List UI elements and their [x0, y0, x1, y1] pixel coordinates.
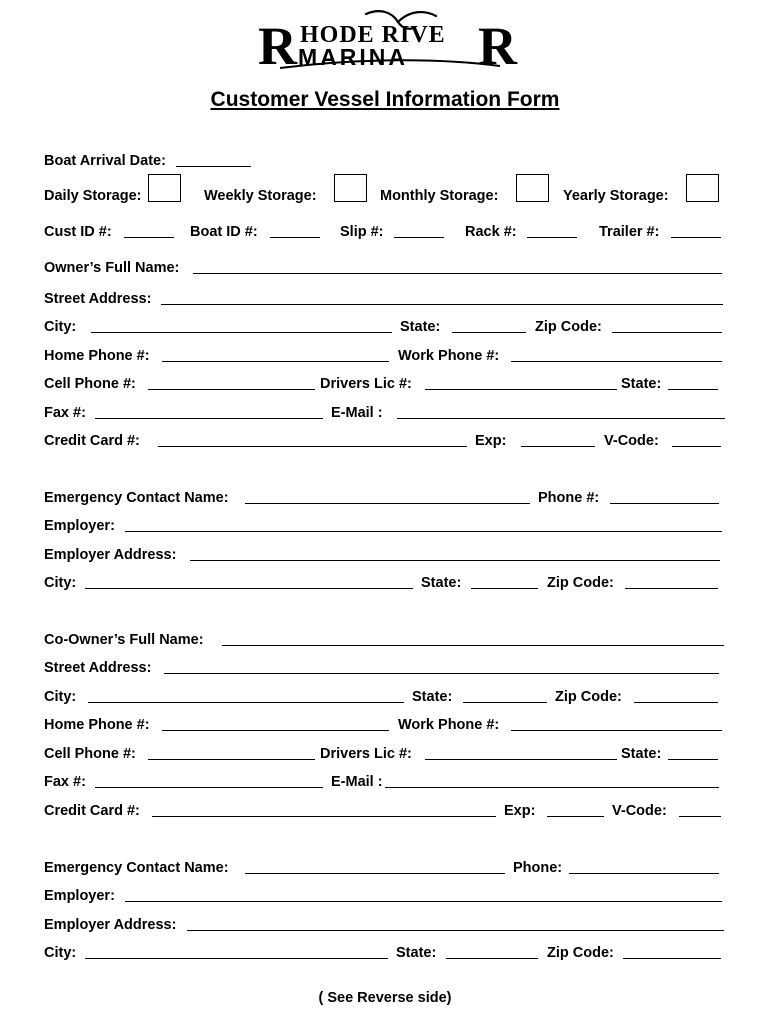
emergency2-phone-field[interactable] [569, 873, 719, 874]
owner-fax-field[interactable] [95, 418, 323, 419]
emergency2-city-label: City: [44, 945, 77, 961]
coowner-name-row [44, 630, 724, 650]
owner-drivers-lic-field[interactable] [425, 389, 617, 390]
emergency1-phone-label: Phone #: [538, 490, 600, 506]
emergency1-name-field[interactable] [245, 503, 530, 504]
form-title: Customer Vessel Information Form [210, 88, 560, 111]
owner-street-field[interactable] [161, 304, 723, 305]
emergency1-employer-row [44, 516, 724, 536]
owner-phone-row [44, 346, 724, 366]
owner-state-field[interactable] [452, 332, 526, 333]
weekly-storage-label: Weekly Storage: [204, 188, 317, 204]
owner-city-field[interactable] [91, 332, 392, 333]
coowner-cell-row [44, 744, 724, 764]
emergency2-city-field[interactable] [85, 958, 388, 959]
emergency1-state-field[interactable] [471, 588, 538, 589]
owner-email-label: E-Mail : [331, 405, 383, 421]
coowner-city-label: City: [44, 689, 77, 705]
coowner-cell-phone-label: Cell Phone #: [44, 746, 136, 762]
emergency2-state-field[interactable] [446, 958, 538, 959]
coowner-zip-field[interactable] [634, 702, 718, 703]
owner-drivers-lic-label: Drivers Lic #: [320, 376, 412, 392]
daily-storage-checkbox[interactable] [148, 174, 181, 202]
emergency1-city-label: City: [44, 575, 77, 591]
rack-label: Rack #: [465, 224, 517, 240]
coowner-zip-label: Zip Code: [555, 689, 622, 705]
weekly-storage-checkbox[interactable] [334, 174, 367, 202]
coowner-vcode-label: V-Code: [612, 803, 667, 819]
owner-home-phone-field[interactable] [162, 361, 389, 362]
emergency1-address-row [44, 545, 724, 565]
coowner-credit-card-field[interactable] [152, 816, 496, 817]
owner-credit-card-field[interactable] [158, 446, 467, 447]
coowner-city-field[interactable] [88, 702, 404, 703]
emergency1-city-field[interactable] [85, 588, 413, 589]
logo-bottom-text: MARINA [298, 44, 408, 70]
emergency2-employer-field[interactable] [125, 901, 722, 902]
owner-fax-row [44, 403, 724, 423]
coowner-drivers-lic-label: Drivers Lic #: [320, 746, 412, 762]
trailer-label: Trailer #: [599, 224, 660, 240]
owner-cell-phone-field[interactable] [148, 389, 315, 390]
owner-lic-state-field[interactable] [668, 389, 718, 390]
coowner-street-field[interactable] [164, 673, 719, 674]
emergency2-city-row [44, 943, 724, 963]
coowner-home-phone-field[interactable] [162, 730, 389, 731]
owner-state-label: State: [400, 319, 441, 335]
owner-full-name-field[interactable] [193, 273, 722, 274]
coowner-exp-field[interactable] [547, 816, 604, 817]
daily-storage-label: Daily Storage: [44, 188, 142, 204]
coowner-work-phone-field[interactable] [511, 730, 722, 731]
coowner-fax-row [44, 772, 724, 792]
emergency2-name-row [44, 858, 724, 878]
owner-zip-label: Zip Code: [535, 319, 602, 335]
logo-top-text: HODE RIVE [300, 22, 446, 48]
coowner-vcode-field[interactable] [679, 816, 721, 817]
coowner-city-row [44, 687, 724, 707]
boat-id-field[interactable] [270, 237, 320, 238]
arrival-row [44, 151, 724, 171]
coowner-work-phone-label: Work Phone #: [398, 717, 500, 733]
storage-row [44, 186, 724, 206]
emergency2-name-field[interactable] [245, 873, 505, 874]
emergency2-state-label: State: [396, 945, 437, 961]
emergency2-zip-field[interactable] [623, 958, 721, 959]
logo-initial-left: R [258, 16, 297, 74]
coowner-drivers-lic-field[interactable] [425, 759, 617, 760]
owner-work-phone-field[interactable] [511, 361, 722, 362]
emergency1-name-label: Emergency Contact Name: [44, 490, 229, 506]
owner-exp-field[interactable] [521, 446, 595, 447]
owner-street-label: Street Address: [44, 291, 152, 307]
owner-vcode-label: V-Code: [604, 433, 659, 449]
coowner-card-row [44, 801, 724, 821]
coowner-fax-label: Fax #: [44, 774, 86, 790]
logo-initial-right: R [478, 16, 517, 74]
emergency1-city-row [44, 573, 724, 593]
emergency2-employer-address-label: Employer Address: [44, 917, 177, 933]
emergency1-state-label: State: [421, 575, 462, 591]
coowner-full-name-label: Co-Owner’s Full Name: [44, 632, 204, 648]
emergency2-employer-label: Employer: [44, 888, 115, 904]
owner-cell-row [44, 374, 724, 394]
emergency2-employer-address-field[interactable] [187, 930, 724, 931]
owner-full-name-label: Owner’s Full Name: [44, 260, 180, 276]
emergency1-zip-field[interactable] [625, 588, 718, 589]
ids-row [44, 222, 724, 242]
owner-credit-card-label: Credit Card #: [44, 433, 140, 449]
coowner-cell-phone-field[interactable] [148, 759, 315, 760]
coowner-email-field[interactable] [385, 787, 719, 788]
owner-city-row [44, 317, 724, 337]
coowner-credit-card-label: Credit Card #: [44, 803, 140, 819]
coowner-lic-state-label: State: [621, 746, 662, 762]
rack-field[interactable] [527, 237, 577, 238]
owner-email-field[interactable] [397, 418, 725, 419]
owner-work-phone-label: Work Phone #: [398, 348, 500, 364]
owner-zip-field[interactable] [612, 332, 722, 333]
boat-id-label: Boat ID #: [190, 224, 258, 240]
cust-id-field[interactable] [124, 237, 174, 238]
rhode-river-marina-logo [0, 4, 770, 74]
emergency2-employer-row [44, 886, 724, 906]
emergency1-name-row [44, 488, 724, 508]
coowner-fax-field[interactable] [95, 787, 323, 788]
owner-card-row [44, 431, 724, 451]
slip-label: Slip #: [340, 224, 384, 240]
coowner-full-name-field[interactable] [222, 645, 724, 646]
coowner-street-label: Street Address: [44, 660, 152, 676]
monthly-storage-checkbox[interactable] [516, 174, 549, 202]
owner-cell-phone-label: Cell Phone #: [44, 376, 136, 392]
owner-lic-state-label: State: [621, 376, 662, 392]
owner-name-row [44, 258, 724, 278]
emergency1-zip-label: Zip Code: [547, 575, 614, 591]
owner-vcode-field[interactable] [672, 446, 721, 447]
emergency1-employer-address-label: Employer Address: [44, 547, 177, 563]
owner-fax-label: Fax #: [44, 405, 86, 421]
coowner-lic-state-field[interactable] [668, 759, 718, 760]
trailer-field[interactable] [671, 237, 721, 238]
emergency1-employer-label: Employer: [44, 518, 115, 534]
coowner-exp-label: Exp: [504, 803, 536, 819]
boat-arrival-date-label: Boat Arrival Date: [44, 153, 166, 169]
coowner-street-row [44, 658, 724, 678]
slip-field[interactable] [394, 237, 444, 238]
cust-id-label: Cust ID #: [44, 224, 112, 240]
owner-home-phone-label: Home Phone #: [44, 348, 150, 364]
owner-exp-label: Exp: [475, 433, 507, 449]
owner-street-row [44, 289, 724, 309]
emergency1-employer-field[interactable] [125, 531, 722, 532]
coowner-state-field[interactable] [463, 702, 547, 703]
emergency1-phone-field[interactable] [610, 503, 719, 504]
owner-city-label: City: [44, 319, 77, 335]
emergency2-zip-label: Zip Code: [547, 945, 614, 961]
coowner-email-label: E-Mail : [331, 774, 383, 790]
coowner-phone-row [44, 715, 724, 735]
emergency2-phone-label: Phone: [513, 860, 563, 876]
coowner-home-phone-label: Home Phone #: [44, 717, 150, 733]
emergency2-name-label: Emergency Contact Name: [44, 860, 229, 876]
yearly-storage-checkbox[interactable] [686, 174, 719, 202]
boat-arrival-date-field[interactable] [176, 166, 251, 167]
monthly-storage-label: Monthly Storage: [380, 188, 499, 204]
see-reverse-note: ( See Reverse side) [318, 990, 452, 1006]
coowner-state-label: State: [412, 689, 453, 705]
yearly-storage-label: Yearly Storage: [563, 188, 669, 204]
emergency1-employer-address-field[interactable] [190, 560, 720, 561]
emergency2-address-row [44, 915, 724, 935]
